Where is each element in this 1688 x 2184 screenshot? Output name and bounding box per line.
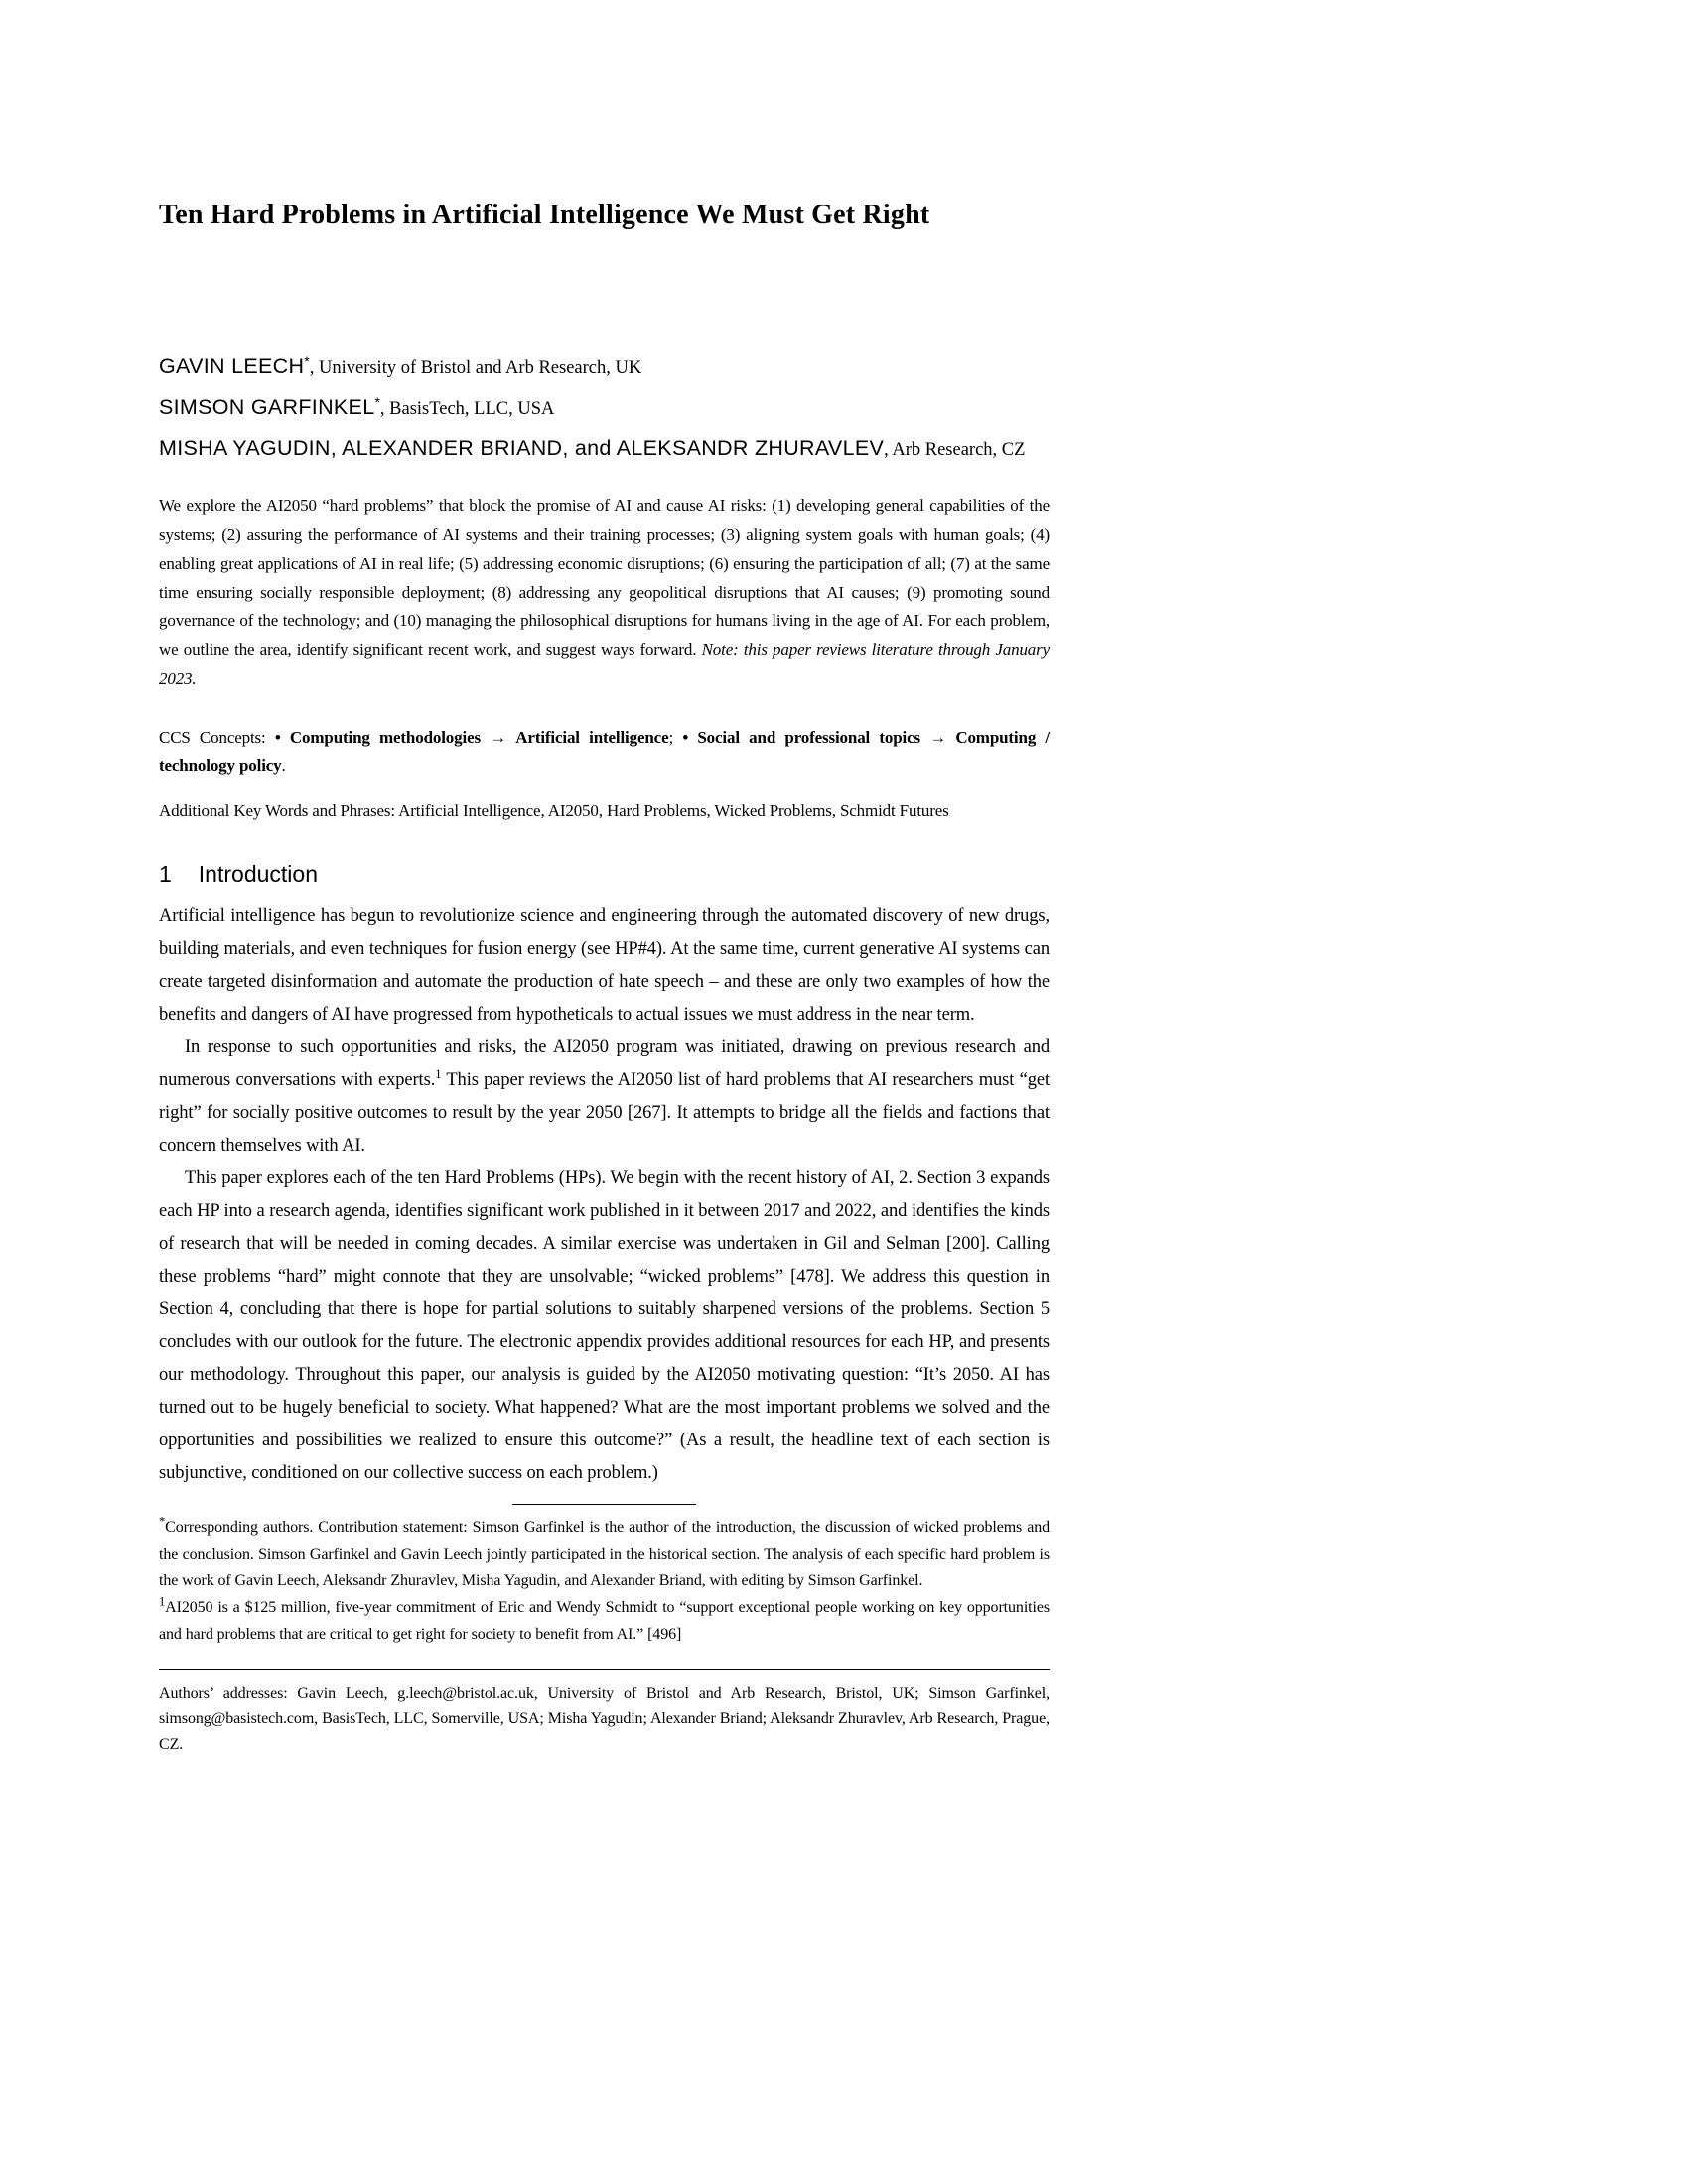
authors-addresses: Authors’ addresses: Gavin Leech, g.leech@bristol.ac.uk, University of Bristol and Arb Research, Bristol, UK; Simson Garfinkel, simsong@basistech.com, BasisTech, LLC, Somerville, USA; Misha Yagudin; Alexander Briand; Aleksandr Zhuravlev, Arb Research, Prague, CZ. <box>159 1685 1050 1753</box>
ccs-concept: Social and professional topics <box>697 728 920 747</box>
ccs-separator: ; <box>668 728 683 747</box>
ccs-bullet: • <box>274 728 290 747</box>
section-title: Introduction <box>198 861 318 887</box>
footnote-marker: 1 <box>159 1594 166 1609</box>
author-row <box>159 429 1050 470</box>
author-name: GAVIN LEECH <box>159 354 305 378</box>
ccs-target: Computing / technology policy <box>159 728 1050 775</box>
ccs-target: Artificial intelligence <box>515 728 669 747</box>
author-affiliation: , BasisTech, LLC, USA <box>379 399 555 419</box>
footnote-marker: * <box>159 1514 166 1529</box>
page-title: Ten Hard Problems in Artificial Intelligence We Must Get Right <box>159 200 930 230</box>
intro-paragraph-3: This paper explores each of the ten Hard Problems (HPs). We begin with the recent history of AI, 2. Section 3 expands each HP into a research agenda, identifies significant work published in it between 2017 and 2022, and identifies the kinds of research that will be needed in coming decades. A similar exercise was undertaken in Gil and Selman [200]. Calling these problems “hard” might connote that they are unsolvable; “wicked problems” [478]. We address this question in Section 4, concluding that there is hope for partial solutions to suitably sharpened versions of the problems. Section 5 concludes with our outlook for the future. The electronic appendix provides additional resources for each HP, and presents our methodology. Throughout this paper, our analysis is guided by the AI2050 motivating question: “It’s 2050. AI has turned out to be hugely beneficial to society. What happened? What are the most important problems we solved and the opportunities and possibilities we realized to ensure this outcome?” (As a result, the headline text of each section is subjunctive, conditioned on our collective success on each problem.) <box>159 1168 1050 1483</box>
section-number: 1 <box>159 861 172 887</box>
author-footnote-marker: * <box>374 393 380 410</box>
author-block <box>159 347 1050 470</box>
keywords-line: Additional Key Words and Phrases: Artificial Intelligence, AI2050, Hard Problems, Wicked Problems, Schmidt Futures <box>159 801 949 820</box>
footnote-1 <box>159 1594 1050 1648</box>
footnote-separator-rule <box>512 1504 696 1505</box>
intro-paragraph-2 <box>159 1031 1050 1162</box>
ccs-label: CCS Concepts: <box>159 728 275 747</box>
footnote-block <box>159 1514 1050 1648</box>
ccs-arrow: → <box>919 728 956 747</box>
footnote-reference: 1 <box>435 1066 442 1081</box>
abstract-note: Note: this paper reviews literature through January 2023. <box>159 640 1051 688</box>
paragraph-text: This paper reviews the AI2050 list of hard problems that AI researchers must “get right” for socially positive outcomes to result by the year 2050 [267]. It attempts to bridge all the fields and factions that concern themselves with AI. <box>159 1070 1050 1156</box>
addresses-separator-rule <box>159 1669 1050 1670</box>
paragraph-text: In response to such opportunities and risks, the AI2050 program was initiated, drawing on previous research and numerous conversations with experts. <box>159 1037 1050 1090</box>
author-footnote-marker: * <box>304 352 310 369</box>
abstract-text: We explore the AI2050 “hard problems” that block the promise of AI and cause AI risks: (1) developing general capabilities of the systems; (2) assuring the performance of AI systems and their training processes; (3) aligning system goals with human goals; (4) enabling great applications of AI in real life; (5) addressing economic disruptions; (6) ensuring the participation of all; (7) at the same time ensuring socially responsible deployment; (8) addressing any geopolitical disruptions that AI causes; (9) promoting sound governance of the technology; and (10) managing the philosophical disruptions for humans living in the age of AI. For each problem, we outline the area, identify significant recent work, and suggest ways forward. <box>159 496 1050 659</box>
author-name: SIMSON GARFINKEL <box>159 395 375 419</box>
ccs-concepts <box>159 723 1050 780</box>
intro-paragraph-1: Artificial intelligence has begun to revolutionize science and engineering through the automated discovery of new drugs, building materials, and even techniques for fusion energy (see HP#4). At the same time, current generative AI systems can create targeted disinformation and automate the production of hate speech – and these are only two examples of how the benefits and dangers of AI have progressed from hypotheticals to actual issues we must address in the near term. <box>159 906 1050 1024</box>
ccs-bullet: • <box>682 728 698 747</box>
text-column <box>159 199 1050 1758</box>
author-affiliation: , University of Bristol and Arb Research, UK <box>309 358 642 378</box>
footnote-text: AI2050 is a $125 million, five-year commitment of Eric and Wendy Schmidt to “support exceptional people working on key opportunities and hard problems that are critical to get right for society to benefit from AI.” [496] <box>159 1599 1050 1643</box>
author-row <box>159 347 1050 388</box>
footnote-star <box>159 1514 1050 1594</box>
author-affiliation: , Arb Research, CZ <box>884 440 1026 460</box>
ccs-concept: Computing methodologies <box>289 728 481 747</box>
ccs-period: . <box>281 756 286 775</box>
ccs-arrow: → <box>480 728 516 747</box>
footnote-text: Corresponding authors. Contribution statement: Simson Garfinkel is the author of the introduction, the discussion of wicked problems and the conclusion. Simson Garfinkel and Gavin Leech jointly participated in the historical section. The analysis of each specific hard problem is the work of Gavin Leech, Aleksandr Zhuravlev, Misha Yagudin, and Alexander Briand, with editing by Simson Garfinkel. <box>159 1519 1050 1589</box>
author-row <box>159 388 1050 429</box>
abstract <box>159 491 1050 693</box>
author-name: MISHA YAGUDIN, ALEXANDER BRIAND, and ALEKSANDR ZHURAVLEV <box>159 436 885 460</box>
section-heading <box>159 859 1050 888</box>
